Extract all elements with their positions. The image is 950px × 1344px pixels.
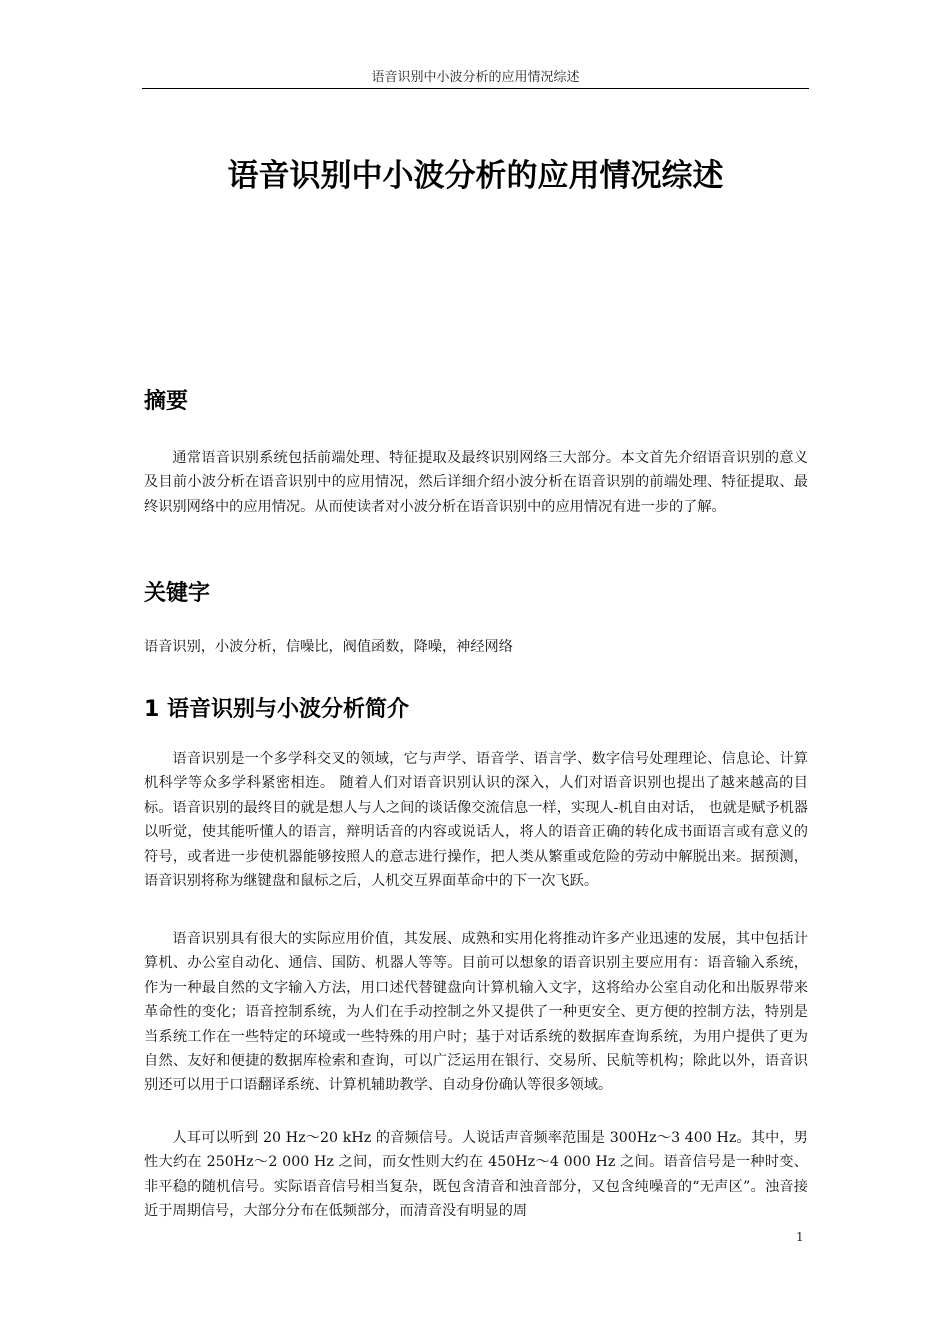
keywords-text: 语音识别，小波分析，信噪比，阀值函数，降噪，神经网络 (144, 639, 513, 655)
abstract-heading: 摘要 (144, 389, 189, 414)
header-divider (142, 88, 809, 89)
section-1-heading: 1 语音识别与小波分析简介 (144, 697, 409, 722)
document-title: 语音识别中小波分析的应用情况综述 (227, 158, 724, 194)
running-header: 语音识别中小波分析的应用情况综述 (371, 70, 580, 85)
section-1-paragraph-3: 人耳可以听到 20 Hz～20 kHz 的音频信号。人说话声音频率范围是 300Hz～3 400 Hz。其中，男性大约在 250Hz～2 000 Hz 之间，而女性则大约在 450Hz～4 000 Hz 之间。语音信号是一种时变、非平稳的随机信号。实际语音信号相当复杂，既包含清音和浊音部分，又包含纯噪音的“无声区”。浊音接近于周期信号，大部分分布在低频部分，而清音没有明显的周 (144, 1130, 808, 1220)
page-number: 1 (796, 1230, 804, 1244)
section-1-paragraph-1: 语音识别是一个多学科交叉的领域，它与声学、语音学、语言学、数字信号处理理论、信息论、计算机科学等众多学科紧密相连。 随着人们对语音识别认识的深入，人们对语音识别也提出了越来越高的目标。语音识别的最终目的就是想人与人之间的谈话像交流信息一样，实现人-机自由对话， 也就是赋予机器以听觉，使其能听懂人的语言，辩明话音的内容或说话人，将人的语音正确的转化成书面语言或有意义的符号，或者进一步使机器能够按照人的意志进行操作，把人类从繁重或危险的劳动中解脱出来。据预测，语音识别将称为继键盘和鼠标之后，人机交互界面革命中的下一次飞跃。 (144, 751, 808, 890)
keywords-heading: 关键字 (144, 581, 211, 606)
abstract-text: 通常语音识别系统包括前端处理、特征提取及最终识别网络三大部分。本文首先介绍语音识别的意义及目前小波分析在语音识别中的应用情况，然后详细介绍小波分析在语音识别的前端处理、特征提取、最终识别网络中的应用情况。从而使读者对小波分析在语音识别中的应用情况有进一步的了解。 (144, 450, 808, 515)
section-1-paragraph-2: 语音识别具有很大的实际应用价值，其发展、成熟和实用化将推动许多产业迅速的发展，其中包括计算机、办公室自动化、通信、国防、机器人等等。目前可以想象的语音识别主要应用有：语音输入系统，作为一种最自然的文字输入方法，用口述代替键盘向计算机输入文字，这将给办公室自动化和出版界带来革命性的变化；语音控制系统，为人们在手动控制之外又提供了一种更安全、更方便的控制方法，特别是当系统工作在一些特定的环境或一些特殊的用户时；基于对话系统的数据库查询系统，为用户提供了更为自然、友好和便捷的数据库检索和查询，可以广泛运用在银行、交易所、民航等机构；除此以外，语音识别还可以用于口语翻译系统、计算机辅助教学、自动身份确认等很多领域。 (144, 931, 808, 1094)
